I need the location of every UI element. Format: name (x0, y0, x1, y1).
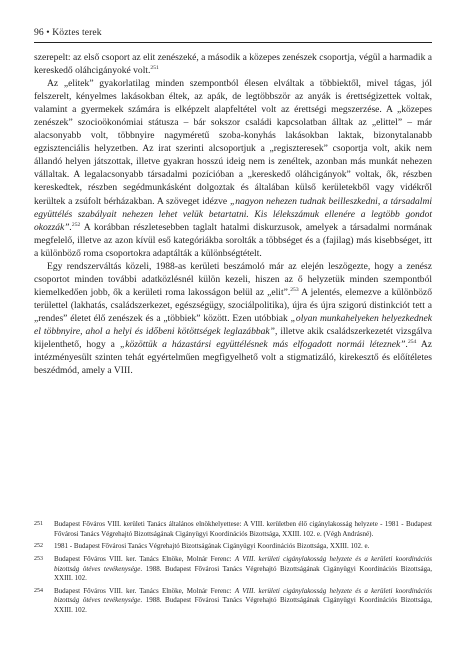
paragraph-1 (34, 51, 432, 77)
paragraph-3-quote-2: „közöttük a házastársi együttélésnek más elfogadott normái léteznek”. (119, 339, 408, 351)
footnote-text (54, 587, 432, 616)
footnotes (34, 520, 432, 619)
paragraph-3 (34, 260, 432, 377)
footnote-number: 254 (34, 587, 43, 594)
footnote-text: Budapest Főváros VIII. kerületi Tanács általános elnökhelyettese: A VIII. kerületben élő cigánylakosság helyzete - 1981 - Budapest Fővárosi Tanács Végrehajtó Bizottságának Cigányügyi Koordinációs Bizottsága, XXIII. 102. e. (Végh Andrásné). (54, 520, 432, 538)
footnote-ref-254[interactable]: 254 (407, 339, 417, 346)
running-title: Köztes terek (52, 27, 102, 38)
footnote-source: . 1988. Budapest Fővárosi Tanács Végrehajtó Bizottságának Cigányügyi Koordinációs Bizottsága, XXIII. 102. (54, 564, 433, 583)
footnote-title: A VIII. kerületi cigánylakosság helyzete és a kerületi koordinációs bizottság ötéves tevékenysége (54, 555, 432, 573)
header-rule (34, 42, 432, 43)
footnote-251 (34, 520, 432, 539)
paragraph-2 (34, 77, 432, 260)
paragraph-1-text: szerepelt: az első csoport az elit zenészeké, a második a közepes zenészek csoportja, végül a harmadik a kereskedő oláhcigányoké volt. (34, 52, 432, 77)
footnote-number: 252 (34, 543, 43, 550)
book-page (34, 27, 432, 377)
paragraph-3-text: Egy rendszerváltás közeli, 1988-as kerületi beszámoló már az elején leszögezte, hogy a zenész csoportot minden további adatközlésnél külön kezeli, hiszen az ő helyzetük minden szempontból kiemelkedően jobb, ők a kerületi roma lakosságon belül az „elit”. (34, 260, 432, 298)
paragraph-2-quote: „nagyon nehezen tudnak beilleszkedni, a társadalmi együttélés szabályait nehezen lehet velük betartatni. Kis lélekszámuk ellenére a legtöbb gondot okozzák”. (34, 195, 432, 233)
paragraph-3-text-b: A jelentés, elemezve a különböző területtel (lakhatás, családszerkezet, egészségügy, szociálpolitika), újra és újra szigorú distinkciót tett a „rendes” életet élő zenészek és a „többiek” között. Ezen utóbbiak (34, 286, 432, 324)
footnote-252 (34, 542, 432, 552)
running-head (34, 27, 432, 39)
footnote-author: Budapest Főváros VIII. ker. Tanács Elnöke, Molnár Ferenc: (54, 586, 235, 595)
paragraph-2-text-end: A korábban részletesebben taglalt hatalmi diskurzusok, amelyek a társadalmi normának megfelelő, illetve az azon kívül eső kategóriákba sorolták a többséget és a (fajilag) más kisebbséget, itt a különböző roma csoportokra adaptálták a különbségtételt. (34, 221, 432, 259)
footnote-ref-253[interactable]: 253 (290, 286, 299, 293)
footnote-ref-252[interactable]: 252 (71, 221, 81, 228)
footnote-source: . 1988. Budapest Fővárosi Tanács Végrehajtó Bizottságának Cigányügyi Koordinációs Bizottsága, XXIII. 102. (54, 596, 433, 614)
paragraph-2-text: Az „elitek” gyakorlatilag minden szempontból élesen elváltak a többiektől, mivel tágas, jól felszerelt, kényelmes lakásokban éltek, az apák, de legtöbbször az anyák is érettségizettek voltak, valamint a gyermekek számára is elképzelt alapfeltétel volt az érettségi megszerzése. A „közepes zenészek” szocioökonómiai státusza – bár sokszor családi kapcsolatban álltak az „elittel” – már alacsonyabb volt, többnyire nagyméretű szoba-konyhás lakásokban laktak, bizonytalanabb egzisztenciális helyzetben. Az irat szerinti alcsoportjuk a „regiszteresek” csoportja volt, akik nem állandó helyen játszottak, illetve gyakran hosszú ideig nem is zenéltek, azonban más munkát nehezen vállaltak. A legalacsonyabb társadalmi pozícióban a „kereskedő oláhcigányok” voltak, ők, részben kereskedtek, részben segédmunkásként dolgoztak és általában külső kerületekből vagy vidékről kerültek a zsúfolt bérházakban. A szöveget idézve (34, 78, 432, 207)
footnote-253 (34, 555, 432, 584)
body-text (34, 51, 432, 377)
footnote-title: A VIII. kerületi cigánylakosság helyzete és a kerületi koordinációs bizottság ötéves tevékenysége (54, 586, 432, 605)
page-number: 96 (34, 27, 44, 38)
footnote-number: 251 (34, 521, 43, 527)
footnote-254 (34, 587, 432, 616)
footnote-text (54, 555, 432, 584)
footnote-author: Budapest Főváros VIII. ker. Tanács Elnöke, Molnár Ferenc: (54, 555, 235, 564)
footnote-number: 253 (34, 556, 43, 563)
footnote-text: 1981 - Budapest Fővárosi Tanács Végrehajtó Bizottságának Cigányügyi Koordinációs Bizottsága, XXIII. 102. e. (54, 542, 370, 551)
footnote-ref-251[interactable]: 251 (150, 65, 159, 72)
paragraph-3-text-c: , illetve akik családszerkezetét vizsgálva kijelenthető, hogy a (34, 325, 432, 351)
paragraph-3-quote-1: „olyan munkahelyeken helyezkednek el többnyire, ahol a helyi és időbeni kötöttségek leglazábbak” (34, 312, 432, 337)
paragraph-3-text-d: Az intézményesült szinten tehát egyértelműen megfigyelhető volt a stigmatizáló, kirekesztő és előítéletes beszédmód, amely a VIII. (34, 339, 432, 377)
separator-bullet: • (46, 27, 50, 38)
